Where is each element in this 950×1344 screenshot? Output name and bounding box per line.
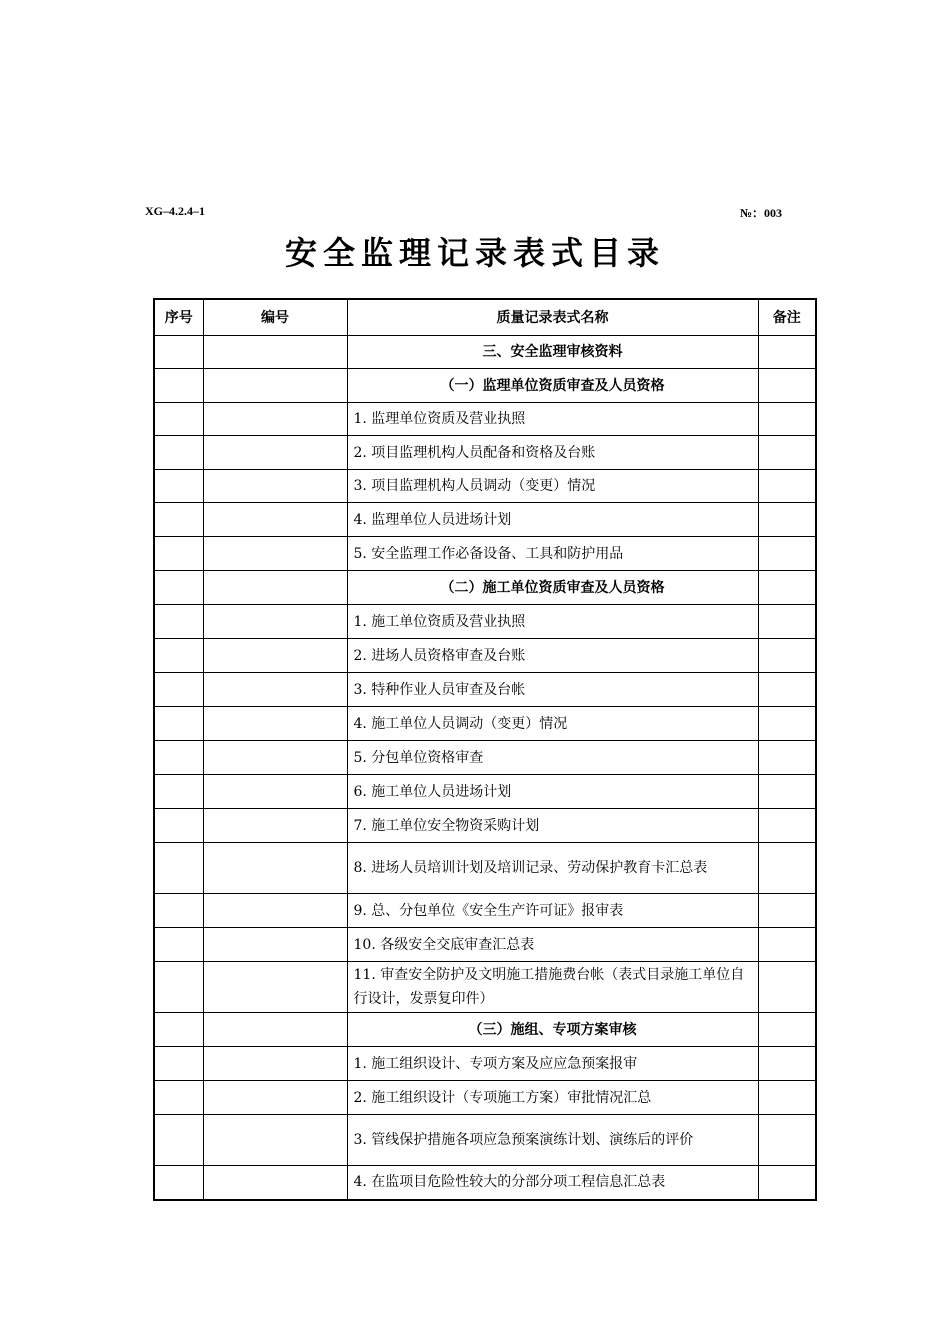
section-row xyxy=(154,571,816,605)
code-cell xyxy=(203,503,347,537)
remark-cell xyxy=(758,605,816,639)
table-row xyxy=(154,470,816,503)
code-cell xyxy=(203,962,347,1013)
record-name-cell: 7. 施工单位安全物资采购计划 xyxy=(347,809,758,843)
record-name-cell: 3. 特种作业人员审查及台帐 xyxy=(347,673,758,707)
record-name-cell: 1. 监理单位资质及营业执照 xyxy=(347,403,758,436)
remark-cell xyxy=(758,403,816,436)
code-cell xyxy=(203,1013,347,1047)
remark-cell xyxy=(758,843,816,894)
table-row xyxy=(154,928,816,962)
table-row xyxy=(154,1115,816,1166)
remark-cell xyxy=(758,470,816,503)
code-cell xyxy=(203,1047,347,1081)
record-name-cell: 6. 施工单位人员进场计划 xyxy=(347,775,758,809)
section-title: （二）施工单位资质审查及人员资格 xyxy=(347,571,758,605)
seq-cell xyxy=(154,369,203,403)
seq-cell xyxy=(154,470,203,503)
code-cell xyxy=(203,369,347,403)
remark-cell xyxy=(758,571,816,605)
table-row xyxy=(154,1081,816,1115)
remark-cell xyxy=(758,639,816,673)
table-row xyxy=(154,809,816,843)
remark-cell xyxy=(758,809,816,843)
record-name-cell: 3. 项目监理机构人员调动（变更）情况 xyxy=(347,470,758,503)
table-row xyxy=(154,605,816,639)
code-cell xyxy=(203,741,347,775)
record-name-cell: 4. 在监项目危险性较大的分部分项工程信息汇总表 xyxy=(347,1166,758,1200)
header-name: 质量记录表式名称 xyxy=(347,299,758,336)
record-name-cell: 10. 各级安全交底审查汇总表 xyxy=(347,928,758,962)
seq-cell xyxy=(154,403,203,436)
seq-cell xyxy=(154,605,203,639)
seq-cell xyxy=(154,537,203,571)
section-row xyxy=(154,369,816,403)
code-cell xyxy=(203,809,347,843)
record-name-cell: 2. 施工组织设计（专项施工方案）审批情况汇总 xyxy=(347,1081,758,1115)
seq-cell xyxy=(154,336,203,369)
header-code: 编号 xyxy=(203,299,347,336)
code-cell xyxy=(203,470,347,503)
remark-cell xyxy=(758,741,816,775)
code-cell xyxy=(203,571,347,605)
table-row xyxy=(154,775,816,809)
table-row xyxy=(154,673,816,707)
remark-cell xyxy=(758,1115,816,1166)
code-cell xyxy=(203,403,347,436)
table-row xyxy=(154,639,816,673)
table-row xyxy=(154,894,816,928)
seq-cell xyxy=(154,741,203,775)
remark-cell xyxy=(758,928,816,962)
remark-cell xyxy=(758,537,816,571)
code-cell xyxy=(203,605,347,639)
table-body xyxy=(154,336,816,1200)
record-name-cell: 1. 施工单位资质及营业执照 xyxy=(347,605,758,639)
table-row xyxy=(154,707,816,741)
code-cell xyxy=(203,1081,347,1115)
record-name-cell: 2. 进场人员资格审查及台账 xyxy=(347,639,758,673)
seq-cell xyxy=(154,673,203,707)
seq-cell xyxy=(154,962,203,1013)
record-name-cell: 4. 监理单位人员进场计划 xyxy=(347,503,758,537)
catalog-table xyxy=(153,298,817,1201)
seq-cell xyxy=(154,639,203,673)
document-title: 安全监理记录表式目录 xyxy=(284,234,665,272)
code-cell xyxy=(203,707,347,741)
seq-cell xyxy=(154,894,203,928)
seq-cell xyxy=(154,1047,203,1081)
table-row xyxy=(154,537,816,571)
code-cell xyxy=(203,1115,347,1166)
record-name-cell: 11. 审查安全防护及文明施工措施费台帐（表式目录施工单位自行设计，发票复印件） xyxy=(347,962,758,1013)
code-cell xyxy=(203,537,347,571)
table-row xyxy=(154,403,816,436)
table-row xyxy=(154,436,816,470)
seq-cell xyxy=(154,1166,203,1200)
record-name-cell: 8. 进场人员培训计划及培训记录、劳动保护教育卡汇总表 xyxy=(347,843,758,894)
code-cell xyxy=(203,843,347,894)
table-row xyxy=(154,962,816,1013)
seq-cell xyxy=(154,707,203,741)
table-row xyxy=(154,1047,816,1081)
section-title: （三）施组、专项方案审核 xyxy=(347,1013,758,1047)
remark-cell xyxy=(758,1013,816,1047)
seq-cell xyxy=(154,1115,203,1166)
record-name-cell: 1. 施工组织设计、专项方案及应应急预案报审 xyxy=(347,1047,758,1081)
code-cell xyxy=(203,928,347,962)
table-row xyxy=(154,843,816,894)
section-title: （一）监理单位资质审查及人员资格 xyxy=(347,369,758,403)
remark-cell xyxy=(758,707,816,741)
remark-cell xyxy=(758,894,816,928)
remark-cell xyxy=(758,436,816,470)
code-cell xyxy=(203,639,347,673)
record-name-cell: 9. 总、分包单位《安全生产许可证》报审表 xyxy=(347,894,758,928)
record-name-cell: 5. 安全监理工作必备设备、工具和防护用品 xyxy=(347,537,758,571)
seq-cell xyxy=(154,843,203,894)
remark-cell xyxy=(758,1081,816,1115)
seq-cell xyxy=(154,809,203,843)
table-row xyxy=(154,503,816,537)
header-remark: 备注 xyxy=(758,299,816,336)
code-cell xyxy=(203,1166,347,1200)
record-name-cell: 2. 项目监理机构人员配备和资格及台账 xyxy=(347,436,758,470)
record-name-cell: 4. 施工单位人员调动（变更）情况 xyxy=(347,707,758,741)
remark-cell xyxy=(758,1166,816,1200)
seq-cell xyxy=(154,928,203,962)
record-name-cell: 3. 管线保护措施各项应急预案演练计划、演练后的评价 xyxy=(347,1115,758,1166)
section-row xyxy=(154,336,816,369)
remark-cell xyxy=(758,336,816,369)
code-cell xyxy=(203,894,347,928)
code-cell xyxy=(203,673,347,707)
code-cell xyxy=(203,775,347,809)
seq-cell xyxy=(154,1013,203,1047)
remark-cell xyxy=(758,369,816,403)
remark-cell xyxy=(758,962,816,1013)
seq-cell xyxy=(154,503,203,537)
seq-cell xyxy=(154,436,203,470)
remark-cell xyxy=(758,775,816,809)
remark-cell xyxy=(758,1047,816,1081)
header-seq: 序号 xyxy=(154,299,203,336)
table-row xyxy=(154,741,816,775)
form-number: №：003 xyxy=(740,206,783,220)
code-cell xyxy=(203,336,347,369)
record-name-cell: 5. 分包单位资格审查 xyxy=(347,741,758,775)
seq-cell xyxy=(154,1081,203,1115)
table-header-row xyxy=(154,299,816,336)
remark-cell xyxy=(758,673,816,707)
seq-cell xyxy=(154,775,203,809)
code-cell xyxy=(203,436,347,470)
table-row xyxy=(154,1166,816,1200)
section-row xyxy=(154,1013,816,1047)
form-code: XG–4.2.4–1 xyxy=(145,204,205,218)
seq-cell xyxy=(154,571,203,605)
remark-cell xyxy=(758,503,816,537)
section-title: 三、安全监理审核资料 xyxy=(347,336,758,369)
